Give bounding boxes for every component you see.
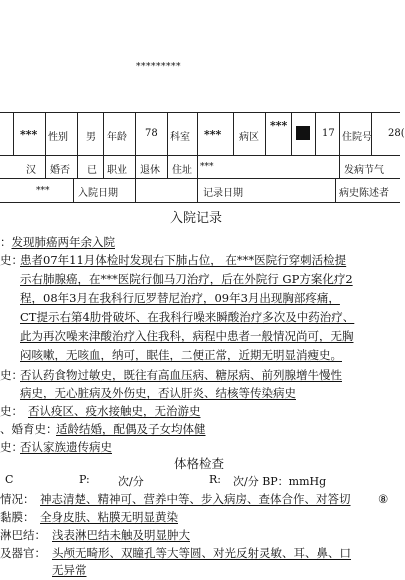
head-organs-line: 无异常 <box>52 563 87 577</box>
head-organs-line: 头颅无畸形、双瞳孔等大等圆、对光反射灵敏、耳、鼻、口 <box>52 546 351 560</box>
skin-mucosa-label: 黏膜： <box>0 510 35 524</box>
present-illness-line: 患者07年11月体检时发现右下肺占位， 在***医院行穿刺活检提 <box>20 253 347 267</box>
occupation-value: 退休 <box>140 165 160 176</box>
sex-label: 性别 <box>48 132 68 143</box>
table-rule <box>103 112 104 155</box>
bed-number: 17 <box>322 128 335 139</box>
general-condition-text: 神志清楚、精神可、营养中等、步入病房、查体合作、对答切 <box>40 492 351 506</box>
table-rule <box>265 112 266 155</box>
bed-redaction-block <box>296 126 310 140</box>
table-rule <box>167 112 168 155</box>
table-rule <box>339 155 340 178</box>
marriage-history-label: 、婚育史： <box>0 422 58 436</box>
table-rule <box>13 112 14 155</box>
sex-value: 男 <box>86 132 96 143</box>
table-rule <box>77 155 78 178</box>
age-value: 78 <box>145 128 158 139</box>
inpatient-no-label: 住院号 <box>342 132 372 143</box>
table-rule <box>197 155 198 178</box>
family-history-label: 史： <box>0 440 23 454</box>
marriage-history-text: 适龄结婚，配偶及子女均体健 <box>56 422 206 436</box>
lymph-node-text: 浅表淋巴结未触及明显肿大 <box>52 528 190 542</box>
admission-date-label: 入院日期 <box>78 188 118 199</box>
table-rule <box>0 202 400 203</box>
address-label: 住址 <box>172 165 192 176</box>
chief-complaint-label: ： <box>0 235 12 249</box>
table-rule <box>197 112 198 155</box>
patient-name-value: *** <box>20 128 38 141</box>
table-rule <box>103 155 104 178</box>
pulse-unit: 次/分 <box>118 475 144 488</box>
lymph-node-label: 淋巴结： <box>0 528 46 542</box>
present-illness-label: 史： <box>0 253 23 267</box>
personal-history-label: 史： <box>0 404 23 418</box>
masked-header-text: ********* <box>136 62 181 72</box>
respiration-unit-bp: 次/分 BP：mmHg <box>233 475 327 488</box>
chief-complaint-text: 发现肺癌两年余入院 <box>11 235 115 249</box>
past-history-label: 史： <box>0 368 23 382</box>
general-condition-label: 情况： <box>0 492 35 506</box>
personal-history-text: 否认疫区、疫水接触史，无治游史 <box>28 404 201 418</box>
chief-complaint-row <box>0 232 115 252</box>
present-illness-line: 闷咳嗽，无咳血，纳可，眠佳，二便正常，近期无明显消瘦史。 <box>20 348 342 362</box>
marital-value: 已 <box>87 165 97 176</box>
pulse-label: P: <box>79 473 90 486</box>
table-rule <box>45 112 46 155</box>
table-rule <box>73 178 74 202</box>
table-rule <box>77 112 78 155</box>
onset-term-label: 发病节气 <box>344 165 384 176</box>
present-illness-line: 示右肺腺癌，在***医院行伽马刀治疗，后在外院行 GP方案化疗2 <box>20 272 353 286</box>
occupation-label: 职业 <box>107 165 127 176</box>
dept-label: 科室 <box>170 132 190 143</box>
present-illness-line: 此为再次噪来津酸治疗入住我科，病程中患者一般情况尚可，无胸 <box>20 329 354 343</box>
respiration-label: R: <box>209 473 221 486</box>
past-history-line: 否认药食物过敏史，既往有高血压病、糖尿病、前列腺增牛慢性 <box>20 368 342 382</box>
general-condition-trail: ⑧ <box>378 492 389 506</box>
address-value: *** <box>200 162 214 172</box>
table-rule <box>291 112 292 155</box>
table-rule <box>135 155 136 178</box>
ethnicity-value: 汉 <box>26 165 36 176</box>
table-rule <box>167 155 168 178</box>
skin-mucosa-text: 全身皮肤、粘膜无明显黄染 <box>40 510 178 524</box>
narrator-label: 病史陈述者 <box>339 188 389 199</box>
family-history-text: 否认家族遗传病史 <box>20 440 112 454</box>
ward-value: *** <box>270 119 288 132</box>
inpatient-no-value: 28( <box>388 128 405 139</box>
head-organs-label: 及器官： <box>0 546 46 560</box>
table-rule <box>0 178 400 179</box>
table-rule <box>0 155 400 156</box>
table-rule <box>45 155 46 178</box>
table-rule <box>233 112 234 155</box>
page-title: 入院记录 <box>170 211 223 226</box>
masked-value: *** <box>36 186 50 196</box>
table-rule <box>339 112 340 155</box>
table-rule <box>335 178 336 202</box>
temperature-unit: C <box>5 473 14 486</box>
ward-label: 病区 <box>239 132 259 143</box>
table-rule <box>0 112 400 113</box>
record-date-label: 记录日期 <box>203 188 243 199</box>
present-illness-line: 程，08年3月在我科行厄罗替尼治疗，09年3月出现胸部疼痛， <box>20 291 340 305</box>
table-rule <box>135 178 136 202</box>
age-label: 年龄 <box>107 132 127 143</box>
marital-label: 婚否 <box>50 165 70 176</box>
table-rule <box>315 112 316 155</box>
past-history-line: 病史，无心脏病及外伤史，否认肝炎、结核等传染病史 <box>20 386 296 400</box>
table-rule <box>135 112 136 155</box>
present-illness-line: CT提示右第4肋骨破坏、在我科行噪来瞬酸治疗多次及中药治疗、 <box>20 310 355 324</box>
dept-value: *** <box>204 128 222 141</box>
physical-exam-title: 体格检查 <box>174 456 225 471</box>
table-rule <box>197 178 198 202</box>
